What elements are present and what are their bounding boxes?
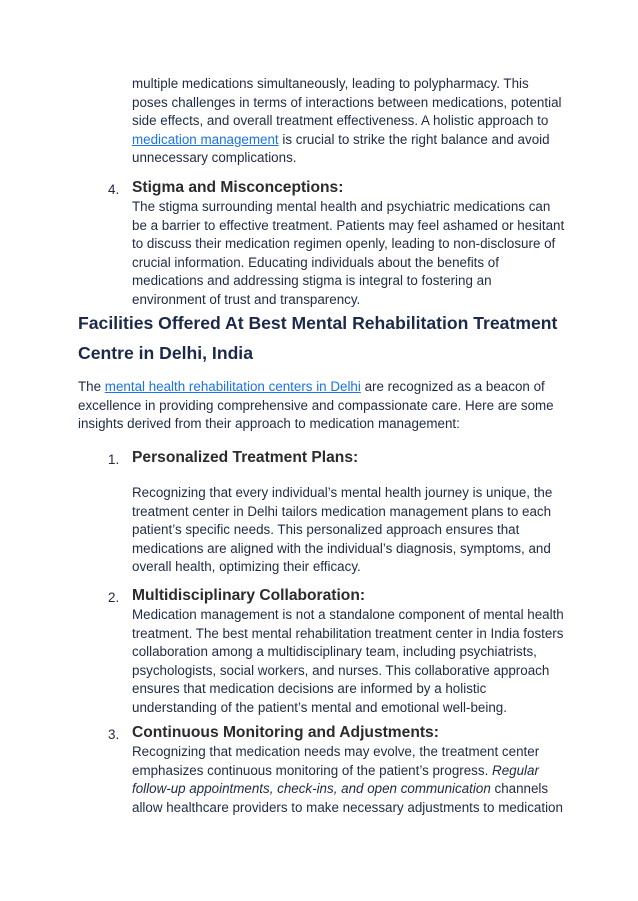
section-intro-after: are recognized as a beacon of excellence in providing comprehensive and compassionate care. Here are some insights derived from their approach to medication management: [78, 379, 554, 432]
section-intro-paragraph [78, 378, 568, 434]
item4-title: Stigma and Misconceptions: [132, 179, 344, 196]
intro-continuation-text-before: multiple medications simultaneously, leading to polypharmacy. This poses challenges in terms of interactions between medications, potential side effects, and overall treatment effectiveness. A holistic approach to [132, 76, 562, 129]
item4-number: 4. [108, 182, 120, 197]
intro-continuation-paragraph [132, 75, 568, 168]
rehab-centers-delhi-link[interactable]: mental health rehabilitation centers in Delhi [104, 379, 361, 394]
facility3-body-after: channels allow healthcare providers to make necessary adjustments to medication [132, 781, 563, 815]
facility2-body: Medication management is not a standalone component of mental health treatment. The best mental rehabilitation treatment center in India fosters collaboration among a multidisciplinary team, including psychiatrists, psychologists, social workers, and nurses. This collaborative approach ensures that medication decisions are informed by a holistic understanding of the patient’s mental and emotional well-being. [132, 607, 564, 715]
section-intro-before: The [78, 379, 105, 394]
facility1-title: Personalized Treatment Plans: [132, 449, 359, 466]
facility3-body [132, 743, 568, 817]
facility3-body-before: Recognizing that medication needs may evolve, the treatment center emphasizes continuous monitoring of the patient’s progress. [132, 744, 540, 778]
facility3-number: 3. [108, 727, 120, 742]
facility2-number: 2. [108, 590, 120, 605]
facility3-body-italic: Regular follow-up appointments, check-ins, and open communication [132, 762, 539, 797]
facility1-number: 1. [108, 452, 120, 467]
medication-management-link[interactable]: medication management [132, 131, 279, 147]
facility1-body: Recognizing that every individual’s mental health journey is unique, the treatment center in Delhi tailors medication management plans to each patient’s specific needs. This personalized approach ensures that medications are aligned with the individual’s diagnosis, symptoms, and overall health, optimizing their efficacy. [132, 485, 553, 575]
item4-body: The stigma surrounding mental health and psychiatric medications can be a barrier to effective treatment. Patients may feel ashamed or hesitant to discuss their medication regimen openly, leading to non-disclosure of crucial information. Educating individuals about the benefits of medications and addressing stigma is integral to fostering an environment of trust and transparency. [132, 199, 565, 307]
facility3-title: Continuous Monitoring and Adjustments: [132, 724, 439, 741]
facility2-title: Multidisciplinary Collaboration: [132, 587, 366, 604]
intro-continuation-text-after: is crucial to strike the right balance and avoid unnecessary complications. [132, 131, 550, 166]
section-heading: Facilities Offered At Best Mental Rehabilitation Treatment Centre in Delhi, India [78, 313, 558, 363]
